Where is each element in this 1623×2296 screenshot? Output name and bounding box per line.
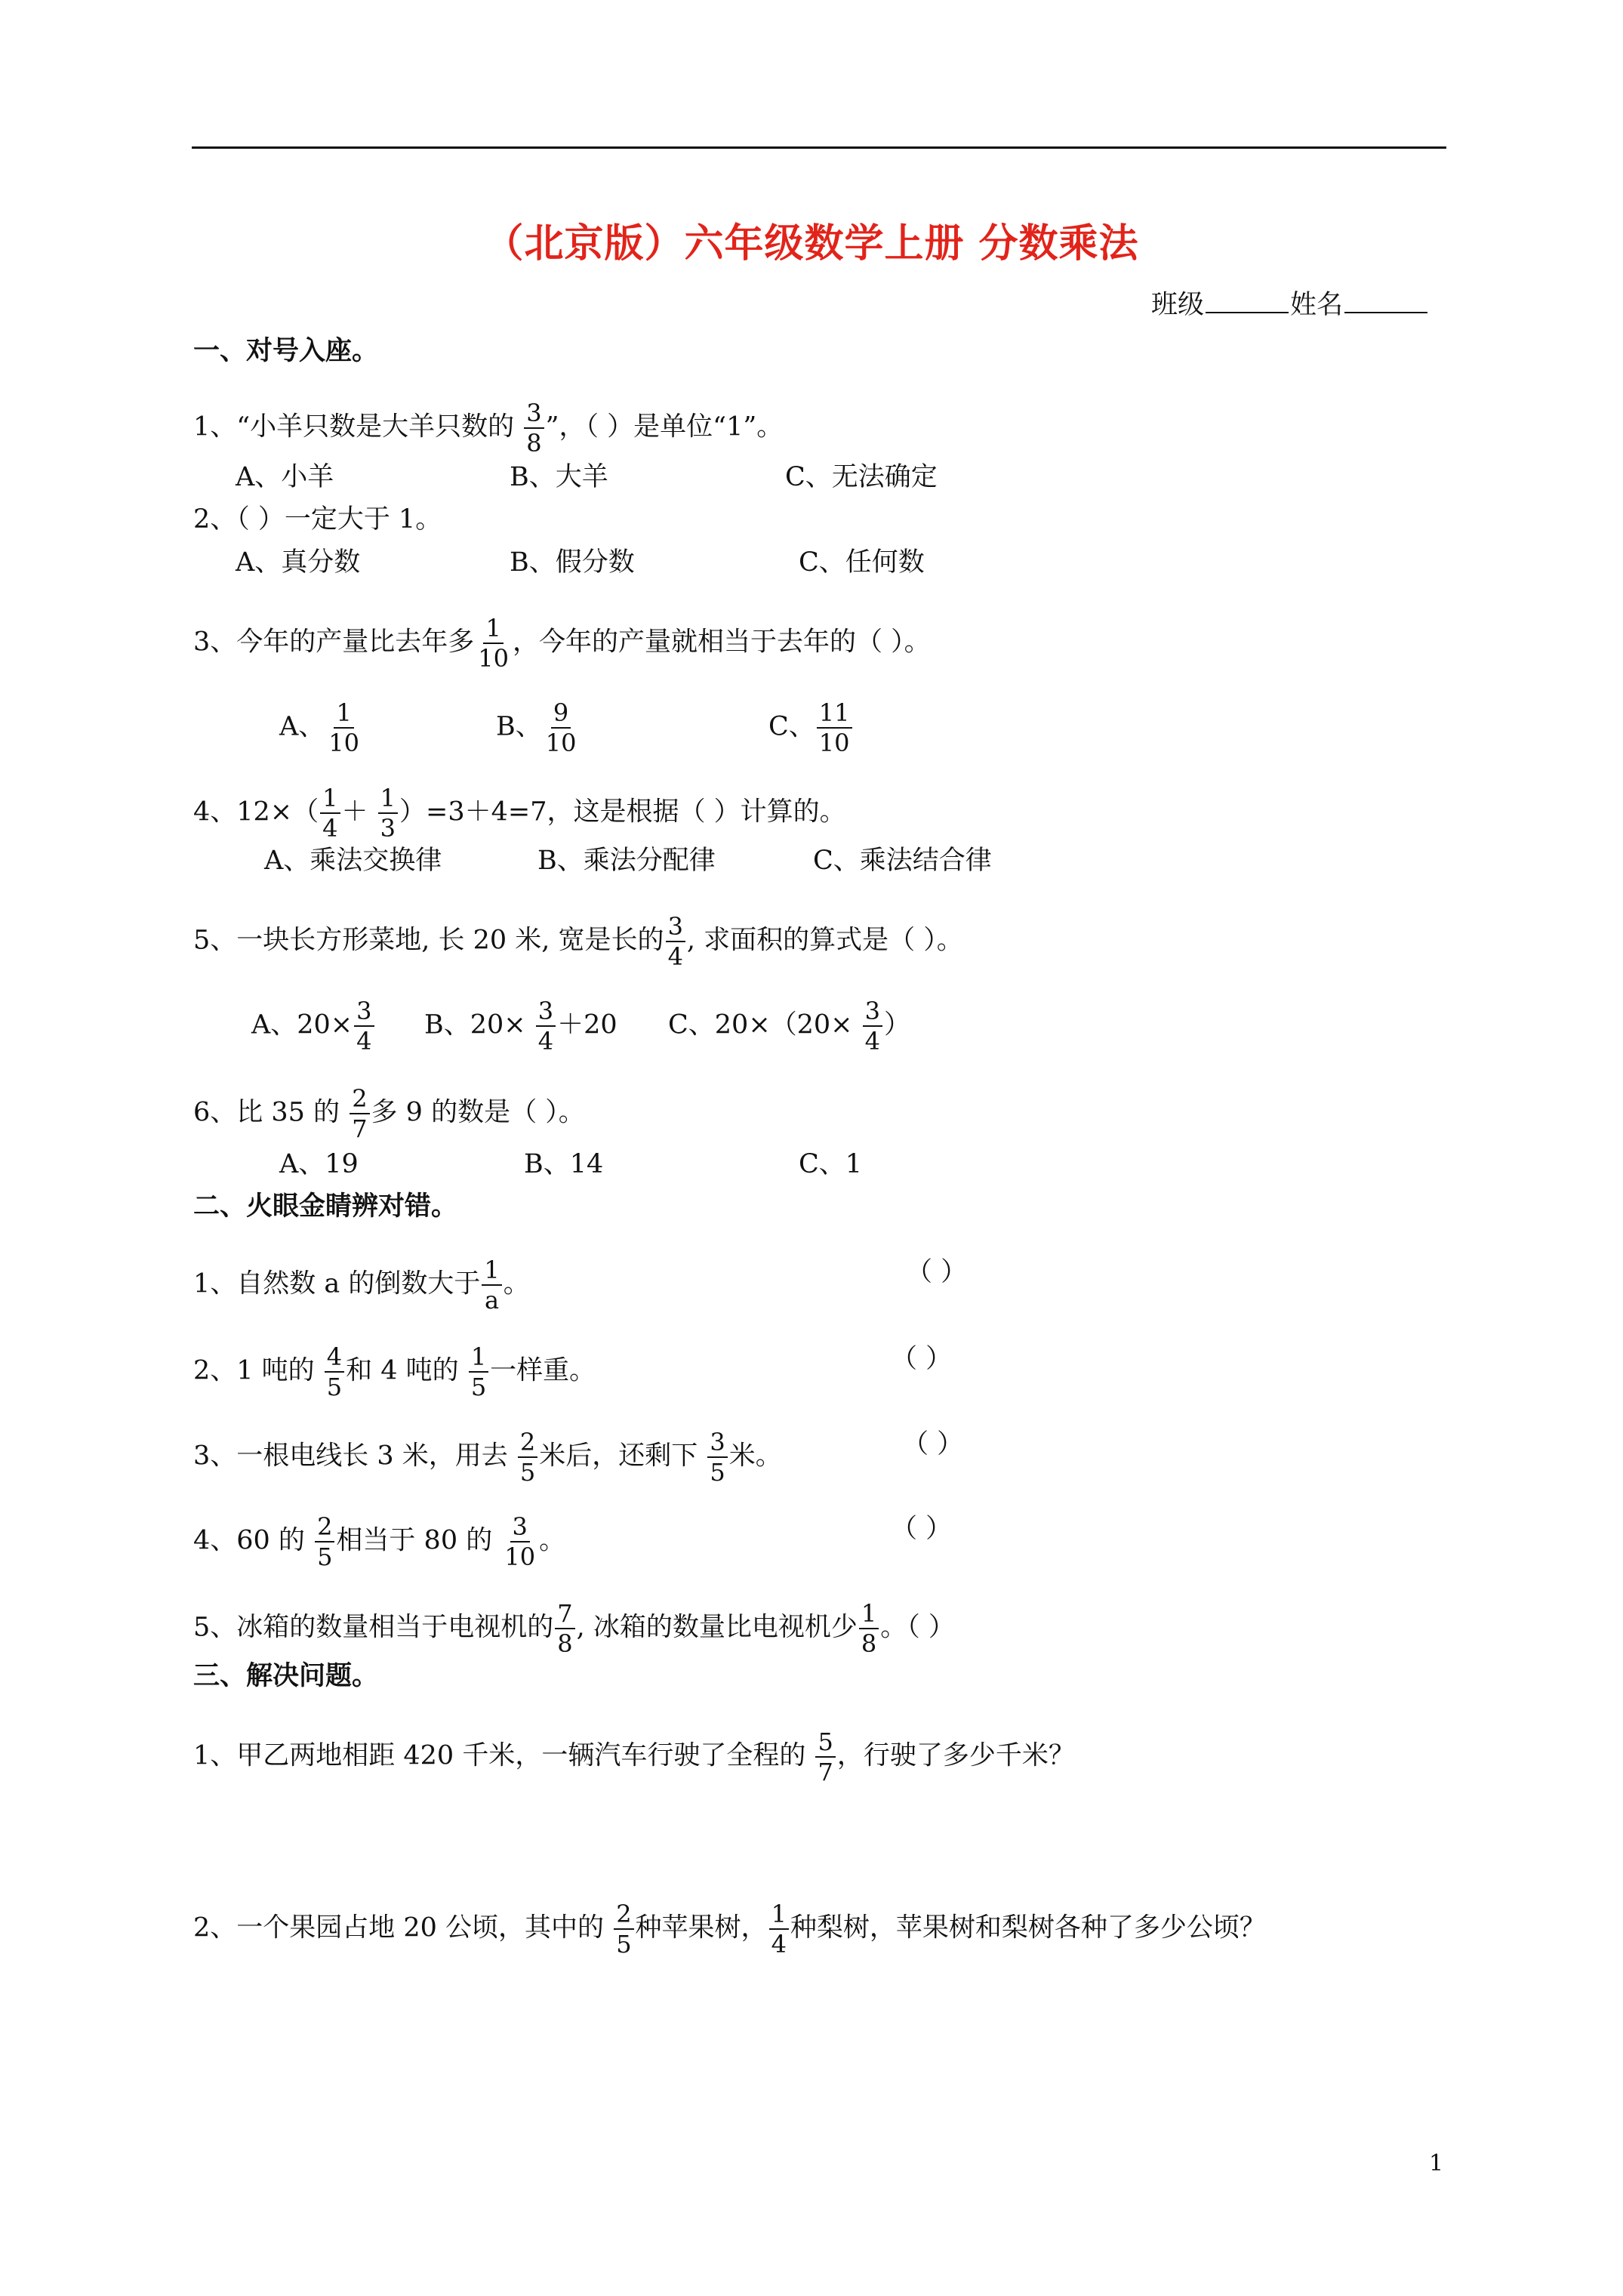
label: B、20× bbox=[424, 1009, 534, 1040]
s1q2-option-a: A、真分数 bbox=[236, 547, 361, 578]
s2q5-post: 。（ ） bbox=[880, 1612, 955, 1643]
s1q6-option-b: B、14 bbox=[524, 1149, 604, 1179]
s3q2-pre: 2、一个果园占地 20 公顷，其中的 bbox=[193, 1912, 613, 1943]
denominator: 8 bbox=[861, 1629, 877, 1658]
s2q3-answer-paren[interactable]: （ ） bbox=[902, 1429, 964, 1459]
label: A、 bbox=[279, 711, 325, 742]
denominator: 4 bbox=[667, 942, 683, 971]
numerator: 11 bbox=[817, 700, 852, 729]
section1-heading: 一、对号入座。 bbox=[193, 335, 379, 366]
numerator: 2 bbox=[350, 1086, 369, 1114]
numerator: 3 bbox=[354, 998, 374, 1027]
s2q5-fraction-1 bbox=[555, 1601, 574, 1657]
s1q1-pre: 1、“小羊只数是大羊只数的 bbox=[193, 411, 523, 442]
label: B、 bbox=[496, 711, 542, 742]
s1q6-pre: 6、比 35 的 bbox=[193, 1097, 349, 1128]
s1-question-2: 2、（ ）一定大于 1。 bbox=[193, 504, 442, 535]
s1q4-fraction-2 bbox=[378, 785, 398, 841]
s2q1-fraction bbox=[482, 1257, 501, 1313]
denominator: 10 bbox=[328, 729, 359, 757]
denominator: 5 bbox=[519, 1458, 536, 1487]
s2q4-fraction-2 bbox=[502, 1514, 537, 1570]
denominator: 4 bbox=[771, 1930, 787, 1959]
s1q4-option-a: A、乘法交换律 bbox=[264, 846, 442, 876]
s1q3-fraction bbox=[476, 615, 511, 671]
s1q4-post: ）=3＋4=7，这是根据（ ）计算的。 bbox=[399, 797, 846, 827]
s1q6-fraction bbox=[350, 1086, 369, 1142]
s1q6-option-a: A、19 bbox=[279, 1149, 359, 1179]
s1q3-a-fraction bbox=[326, 700, 362, 756]
s1q1-fraction bbox=[524, 400, 544, 456]
denominator: 4 bbox=[864, 1027, 880, 1056]
s1-question-5 bbox=[193, 914, 963, 969]
denominator: 4 bbox=[356, 1027, 372, 1056]
s1q4-option-c: C、乘法结合律 bbox=[813, 846, 992, 876]
s2q5-pre: 5、冰箱的数量相当于电视机的 bbox=[193, 1612, 554, 1643]
s3-question-2 bbox=[193, 1901, 1266, 1957]
class-blank[interactable] bbox=[1206, 289, 1289, 313]
s2-question-4 bbox=[193, 1514, 565, 1570]
denominator: a bbox=[485, 1286, 500, 1314]
s2q2-mid: 和 4 吨的 bbox=[346, 1355, 467, 1386]
numerator: 1 bbox=[769, 1901, 789, 1930]
s2q5-fraction-2 bbox=[859, 1601, 879, 1657]
numerator: 1 bbox=[469, 1344, 488, 1373]
s1q6-option-c: C、1 bbox=[799, 1149, 863, 1179]
s1q3-option-a bbox=[279, 700, 363, 756]
numerator: 1 bbox=[483, 615, 503, 644]
s1q3-c-fraction bbox=[817, 700, 852, 756]
s1q5-b-fraction bbox=[536, 998, 556, 1054]
s2-question-1 bbox=[193, 1257, 530, 1313]
numerator: 1 bbox=[482, 1257, 501, 1286]
denominator: 5 bbox=[317, 1542, 333, 1571]
label: A、20× bbox=[251, 1009, 353, 1040]
numerator: 3 bbox=[536, 998, 556, 1027]
s1q5-option-b bbox=[424, 998, 617, 1054]
s1q5-option-c bbox=[668, 998, 910, 1054]
s1q1-option-c: C、无法确定 bbox=[785, 462, 938, 492]
s1q5-option-a bbox=[251, 998, 376, 1054]
s3q2-fraction-2 bbox=[769, 1901, 789, 1957]
numerator: 2 bbox=[315, 1514, 334, 1542]
s2q4-mid: 相当于 80 的 bbox=[336, 1525, 501, 1556]
s1q1-option-a: A、小羊 bbox=[236, 462, 334, 492]
s2-question-2 bbox=[193, 1344, 596, 1400]
s1q2-option-b: B、假分数 bbox=[510, 547, 635, 578]
numerator: 3 bbox=[863, 998, 882, 1027]
s1-question-1 bbox=[193, 400, 783, 456]
denominator: 5 bbox=[616, 1930, 632, 1959]
s2q2-pre: 2、1 吨的 bbox=[193, 1355, 323, 1386]
s1q4-plus: ＋ bbox=[341, 797, 377, 827]
numerator: 1 bbox=[334, 700, 353, 729]
numerator: 2 bbox=[614, 1901, 633, 1930]
numerator: 3 bbox=[524, 400, 544, 429]
numerator: 1 bbox=[378, 785, 398, 814]
s1q1-post: ”，（ ）是单位“1”。 bbox=[545, 411, 784, 442]
s2q3-pre: 3、一根电线长 3 米，用去 bbox=[193, 1441, 516, 1472]
s2q2-post: 一样重。 bbox=[490, 1355, 596, 1386]
numerator: 3 bbox=[666, 914, 685, 942]
s2-question-5 bbox=[193, 1601, 955, 1657]
name-label: 姓名 bbox=[1290, 290, 1344, 320]
s1q3-option-c bbox=[768, 700, 854, 756]
denominator: 10 bbox=[818, 729, 850, 757]
denominator: 10 bbox=[478, 644, 509, 673]
s2q4-pre: 4、60 的 bbox=[193, 1525, 314, 1556]
s1q5-c-fraction bbox=[863, 998, 882, 1054]
label: C、 bbox=[768, 711, 815, 742]
s2q4-post: 。 bbox=[539, 1525, 566, 1556]
denominator: 10 bbox=[504, 1542, 536, 1571]
s2q5-mid: , 冰箱的数量比电视机少 bbox=[576, 1612, 858, 1643]
s1q6-post: 多 9 的数是（ ）。 bbox=[371, 1097, 585, 1128]
numerator: 3 bbox=[510, 1514, 530, 1542]
s1q5-a-fraction bbox=[354, 998, 374, 1054]
denominator: 5 bbox=[326, 1373, 343, 1401]
s1q3-post: ，今年的产量就相当于去年的（ ）。 bbox=[513, 627, 931, 658]
s2q2-fraction-2 bbox=[469, 1344, 488, 1400]
s3q1-post: ，行驶了多少千米？ bbox=[836, 1740, 1075, 1771]
s1q4-option-b: B、乘法分配律 bbox=[537, 846, 716, 876]
s3q2-fraction-1 bbox=[614, 1901, 633, 1957]
s3q1-fraction bbox=[815, 1729, 835, 1785]
denominator: 5 bbox=[710, 1458, 725, 1487]
s3q2-mid: 种苹果树， bbox=[635, 1912, 768, 1943]
s2q1-pre: 1、自然数 a 的倒数大于 bbox=[193, 1268, 481, 1299]
denominator: 8 bbox=[557, 1629, 573, 1658]
numerator: 9 bbox=[551, 700, 571, 729]
denominator: 3 bbox=[380, 814, 396, 843]
denominator: 4 bbox=[322, 814, 338, 843]
numerator: 1 bbox=[320, 785, 340, 814]
s1q5-pre: 5、一块长方形菜地, 长 20 米, 宽是长的 bbox=[193, 925, 664, 956]
s1q5-c-post: ） bbox=[884, 1009, 911, 1040]
section2-heading: 二、火眼金睛辨对错。 bbox=[193, 1191, 458, 1222]
s1q3-b-fraction bbox=[544, 700, 579, 756]
s3-question-1 bbox=[193, 1729, 1075, 1785]
numerator: 4 bbox=[325, 1344, 344, 1373]
s2q3-fraction-2 bbox=[707, 1429, 727, 1485]
denominator: 8 bbox=[526, 429, 542, 458]
s1q2-option-c: C、任何数 bbox=[799, 547, 925, 578]
numerator: 1 bbox=[859, 1601, 879, 1629]
s1q3-option-b bbox=[496, 700, 580, 756]
s1q3-pre: 3、今年的产量比去年多 bbox=[193, 627, 475, 658]
s1q4-fraction-1 bbox=[320, 785, 340, 841]
s1q1-option-b: B、大羊 bbox=[510, 462, 608, 492]
s2q3-mid: 米后，还剩下 bbox=[539, 1441, 707, 1472]
s2q3-post: 米。 bbox=[728, 1441, 782, 1472]
page-title: （北京版）六年级数学上册 分数乘法 bbox=[484, 220, 1139, 267]
s2q3-fraction-1 bbox=[518, 1429, 537, 1485]
header-rule bbox=[192, 146, 1446, 149]
section3-heading: 三、解决问题。 bbox=[193, 1660, 379, 1691]
s1q5-post: , 求面积的算式是（ ）。 bbox=[686, 925, 963, 956]
s1q5-b-post: ＋20 bbox=[557, 1009, 617, 1040]
denominator: 5 bbox=[470, 1373, 487, 1401]
s1q5-fraction bbox=[666, 914, 685, 969]
s2q2-fraction-1 bbox=[325, 1344, 344, 1400]
s3q2-post: 种梨树，苹果树和梨树各种了多少公顷？ bbox=[790, 1912, 1266, 1943]
s1-question-3 bbox=[193, 615, 931, 671]
denominator: 10 bbox=[545, 729, 577, 757]
class-name-fields bbox=[1151, 289, 1429, 320]
s3q1-pre: 1、甲乙两地相距 420 千米，一辆汽车行驶了全程的 bbox=[193, 1740, 815, 1771]
s2q4-fraction-1 bbox=[315, 1514, 334, 1570]
name-blank[interactable] bbox=[1344, 289, 1427, 313]
denominator: 4 bbox=[537, 1027, 554, 1056]
class-label: 班级 bbox=[1151, 290, 1205, 320]
numerator: 7 bbox=[555, 1601, 574, 1629]
numerator: 5 bbox=[815, 1729, 835, 1758]
page-number: 1 bbox=[1429, 2150, 1444, 2177]
denominator: 7 bbox=[818, 1758, 833, 1786]
s1q4-pre: 4、12×（ bbox=[193, 797, 319, 827]
s1-question-4 bbox=[193, 785, 846, 841]
numerator: 2 bbox=[518, 1429, 537, 1458]
numerator: 3 bbox=[707, 1429, 727, 1458]
s2q1-answer-paren[interactable]: （ ） bbox=[906, 1257, 968, 1287]
s1-question-6 bbox=[193, 1086, 585, 1142]
denominator: 7 bbox=[352, 1114, 368, 1143]
s2q4-answer-paren[interactable]: （ ） bbox=[891, 1514, 953, 1544]
s2-question-3 bbox=[193, 1429, 782, 1485]
s2q2-answer-paren[interactable]: （ ） bbox=[891, 1344, 953, 1374]
s2q1-post: 。 bbox=[503, 1268, 530, 1299]
label: C、20×（20× bbox=[668, 1009, 861, 1040]
